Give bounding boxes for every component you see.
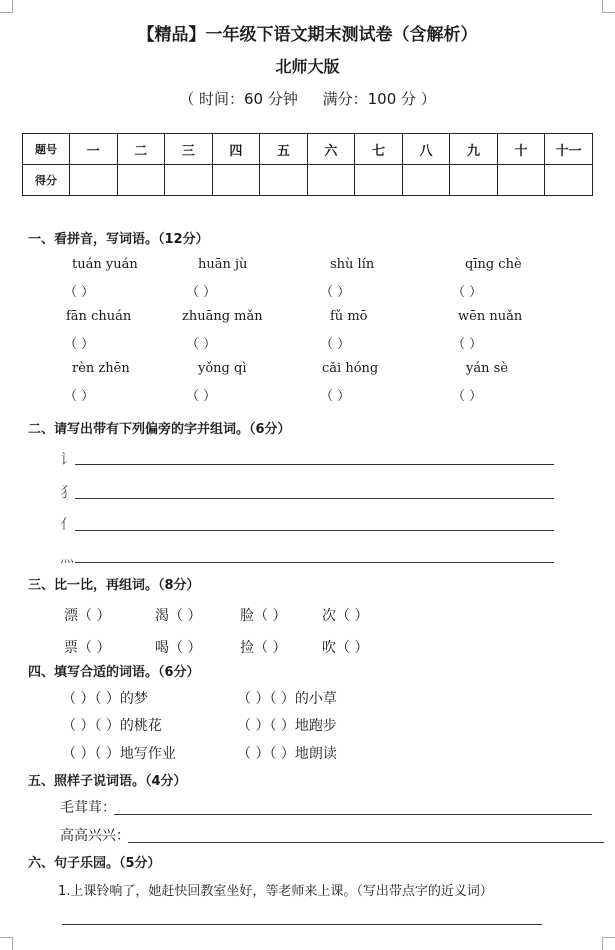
compare-item[interactable]: 吹（ ） — [322, 640, 369, 656]
answer-line[interactable] — [75, 562, 554, 563]
fill-item[interactable]: （ ）（ ）的小草 — [237, 691, 337, 707]
pinyin-2-4: wēn nuǎn — [458, 309, 523, 324]
question-number-label: 题号 — [23, 134, 70, 165]
compare-item[interactable]: 脸（ ） — [240, 608, 287, 624]
section-5-heading: 五、照样子说词语。（4分） — [28, 774, 187, 789]
section-4-heading: 四、填写合适的词语。（6分） — [28, 665, 200, 680]
answer-paren[interactable]: （ ） — [64, 337, 95, 352]
fill-item[interactable]: （ ）（ ）的梦 — [62, 691, 148, 707]
col-11: 十一 — [545, 134, 593, 165]
score-cell[interactable] — [497, 165, 545, 196]
pinyin-3-2: yǒng qì — [198, 361, 247, 376]
col-3: 三 — [165, 134, 213, 165]
score-cell[interactable] — [165, 165, 213, 196]
score-cell[interactable] — [307, 165, 355, 196]
corner-mark-bottom-left — [0, 937, 13, 950]
score-cell[interactable] — [355, 165, 403, 196]
score-table-score-row — [23, 165, 593, 196]
score-cell[interactable] — [70, 165, 118, 196]
score-cell[interactable] — [402, 165, 450, 196]
col-9: 九 — [450, 134, 498, 165]
col-6: 六 — [307, 134, 355, 165]
pinyin-3-1: rèn zhēn — [72, 361, 130, 376]
answer-paren[interactable]: （ ） — [186, 337, 217, 352]
document-title: 【精品】一年级下语文期末测试卷（含解析） — [137, 25, 478, 45]
pinyin-1-3: shù lín — [330, 257, 375, 272]
score-table — [22, 133, 593, 196]
example-item-1: 毛茸茸： — [60, 800, 116, 816]
answer-paren[interactable]: （ ） — [320, 337, 351, 352]
radical-quan: 犭 — [60, 485, 74, 501]
score-cell[interactable] — [545, 165, 593, 196]
score-cell[interactable] — [450, 165, 498, 196]
radical-ren: 亻 — [60, 517, 74, 533]
answer-paren[interactable]: （ ） — [452, 337, 483, 352]
score-table-header-row — [23, 134, 593, 165]
score-label: 得分 — [23, 165, 70, 196]
example-item-2: 高高兴兴： — [60, 828, 130, 844]
section-2-heading: 二、请写出带有下列偏旁的字并组词。（6分） — [28, 422, 291, 437]
col-1: 一 — [70, 134, 118, 165]
compare-item[interactable]: 次（ ） — [322, 608, 369, 624]
compare-item[interactable]: 捡（ ） — [240, 640, 287, 656]
radical-huo: 灬 — [60, 550, 74, 566]
answer-line[interactable] — [75, 464, 554, 465]
answer-paren[interactable]: （ ） — [186, 389, 217, 404]
pinyin-3-4: yán sè — [466, 361, 508, 376]
exam-info — [0, 88, 615, 109]
compare-item[interactable]: 票（ ） — [64, 640, 111, 656]
corner-mark-top-left — [0, 0, 13, 13]
pinyin-1-2: huān jù — [198, 257, 248, 272]
answer-paren[interactable]: （ ） — [452, 389, 483, 404]
edition-label: 北师大版 — [275, 57, 340, 76]
answer-paren[interactable]: （ ） — [320, 389, 351, 404]
answer-paren[interactable]: （ ） — [320, 285, 351, 300]
col-4: 四 — [212, 134, 260, 165]
answer-paren[interactable]: （ ） — [452, 285, 483, 300]
section-1-heading: 一、看拼音，写词语。（12分） — [28, 232, 209, 247]
pinyin-2-3: fǔ mō — [330, 309, 368, 324]
compare-item[interactable]: 渴（ ） — [155, 608, 202, 624]
pinyin-2-2: zhuāng mǎn — [182, 309, 263, 324]
radical-yan: 讠 — [60, 452, 74, 468]
pinyin-1-4: qīng chè — [465, 257, 522, 272]
corner-mark-bottom-right — [602, 937, 615, 950]
fill-item[interactable]: （ ）（ ）地朗读 — [237, 746, 337, 762]
answer-line[interactable] — [128, 842, 604, 843]
answer-line[interactable] — [114, 814, 592, 815]
answer-paren[interactable]: （ ） — [64, 285, 95, 300]
col-10: 十 — [497, 134, 545, 165]
section-3-heading: 三、比一比，再组词。（8分） — [28, 578, 200, 593]
time-limit: （ 时间：60 分钟 — [179, 90, 298, 108]
answer-line[interactable] — [75, 530, 554, 531]
col-5: 五 — [260, 134, 308, 165]
corner-mark-top-right — [602, 0, 615, 13]
col-2: 二 — [117, 134, 165, 165]
compare-item[interactable]: 喝（ ） — [155, 640, 202, 656]
answer-line[interactable] — [62, 924, 542, 925]
section-6-heading: 六、句子乐园。（5分） — [28, 856, 161, 871]
question-6-1: 1.上课铃响了，她赶快回教室坐好，等老师来上课。（写出带点字的近义词） — [58, 884, 493, 899]
answer-paren[interactable]: （ ） — [64, 389, 95, 404]
answer-paren[interactable]: （ ） — [186, 285, 217, 300]
col-7: 七 — [355, 134, 403, 165]
score-cell[interactable] — [117, 165, 165, 196]
fill-item[interactable]: （ ）（ ）的桃花 — [62, 718, 162, 734]
score-cell[interactable] — [212, 165, 260, 196]
score-cell[interactable] — [260, 165, 308, 196]
col-8: 八 — [402, 134, 450, 165]
answer-line[interactable] — [75, 498, 554, 499]
pinyin-1-1: tuán yuán — [72, 257, 138, 272]
fill-item[interactable]: （ ）（ ）地跑步 — [237, 718, 337, 734]
pinyin-2-1: fān chuán — [66, 309, 132, 324]
compare-item[interactable]: 漂（ ） — [64, 608, 111, 624]
full-score: 满分：100 分 ） — [322, 90, 436, 108]
pinyin-3-3: cǎi hóng — [322, 361, 379, 376]
fill-item[interactable]: （ ）（ ）地写作业 — [62, 746, 176, 762]
